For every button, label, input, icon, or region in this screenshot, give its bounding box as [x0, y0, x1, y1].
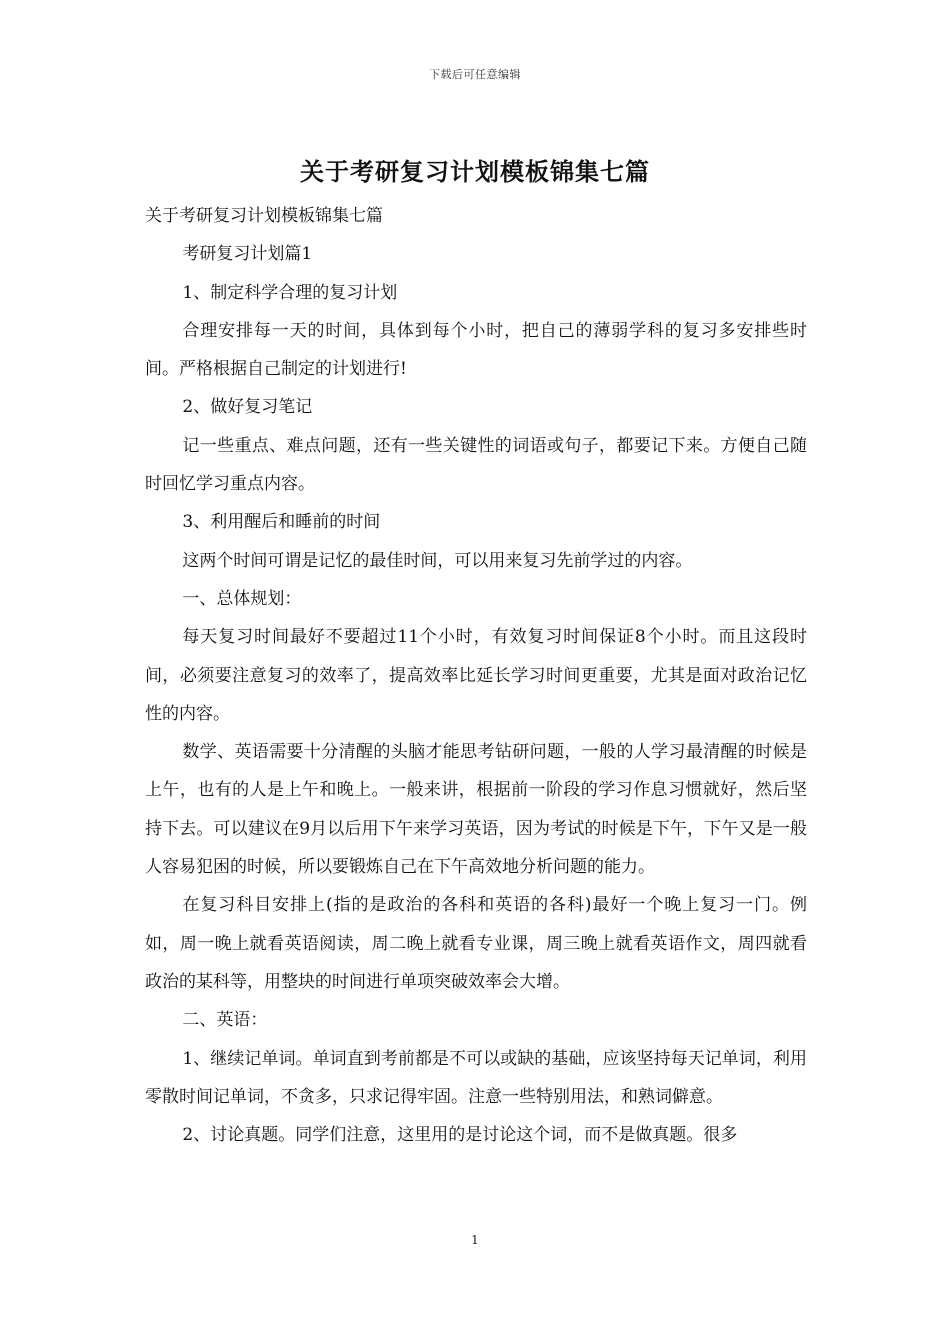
- paragraph: 一、总体规划：: [182, 588, 302, 609]
- paragraph: 1、制定科学合理的复习计划: [182, 282, 398, 303]
- paragraph: 考研复习计划篇1: [182, 244, 313, 265]
- header-note: 下载后可任意编辑: [429, 68, 521, 81]
- paragraph: 2、做好复习笔记: [182, 397, 313, 418]
- paragraph: 3、利用醒后和睡前的时间: [182, 512, 381, 533]
- paragraph: 记一些重点、难点问题，还有一些关键性的词语或句子，都要记下来。方便自己随时回忆学习重点内容。: [145, 435, 807, 495]
- paragraph: 2、讨论真题。同学们注意，这里用的是讨论这个词，而不是做真题。很多: [182, 1125, 738, 1146]
- paragraph: 这两个时间可谓是记忆的最佳时间，可以用来复习先前学过的内容。: [182, 550, 693, 571]
- paragraph: 1、继续记单词。单词直到考前都是不可以或缺的基础，应该坚持每天记单词，利用零散时间记单词，不贪多，只求记得牢固。注意一些特别用法，和熟词僻意。: [145, 1048, 807, 1107]
- page-number: 1: [471, 1233, 479, 1247]
- paragraph: 每天复习时间最好不要超过11个小时，有效复习时间保证8个小时。而且这段时间，必须要注意复习的效率了，提高效率比延长学习时间更重要，尤其是面对政治记忆性的内容。: [145, 627, 807, 724]
- paragraph: 数学、英语需要十分清醒的头脑才能思考钻研问题，一般的人学习最清醒的时候是上午，也有的人是上午和晚上。一般来讲，根据前一阶段的学习作息习惯就好，然后坚持下去。可以建议在9月以后用下午来学习英语，因为考试的时候是下午，下午又是一般人容易犯困的时候，所以要锻炼自己在下午高效地分析问题的能力。: [145, 742, 807, 878]
- paragraph: 二、英语：: [182, 1010, 268, 1031]
- paragraph: 合理安排每一天的时间，具体到每个小时，把自己的薄弱学科的复习多安排些时间。严格根据自己制定的计划进行!: [145, 320, 807, 380]
- document-title: 关于考研复习计划模板锦集七篇: [300, 157, 650, 186]
- paragraph: 关于考研复习计划模板锦集七篇: [145, 206, 383, 226]
- paragraph: 在复习科目安排上(指的是政治的各科和英语的各科)最好一个晚上复习一门。例如，周一晚上就看英语阅读，周二晚上就看专业课，周三晚上就看英语作文，周四就看政治的某科等，用整块的时间进行单项突破效率会大增。: [145, 895, 807, 992]
- document-body: [145, 197, 807, 1154]
